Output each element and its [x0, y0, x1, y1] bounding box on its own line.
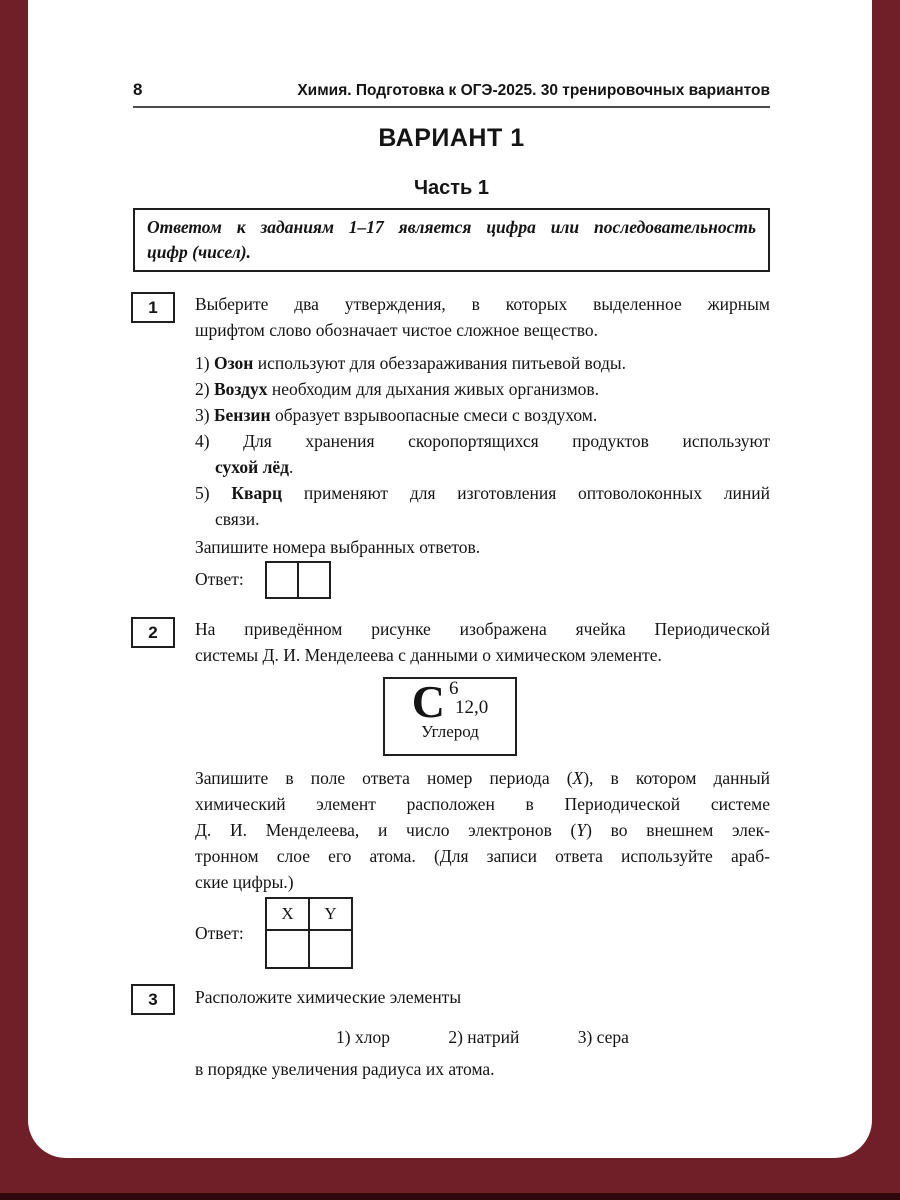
q1-number-box [131, 292, 175, 323]
q1-answer-boxes [265, 561, 331, 599]
element-cell [383, 677, 517, 756]
q1-note: Запишите номера выбранных ответов. [195, 537, 481, 557]
q1-number: 1 [148, 297, 158, 317]
answer-cell [265, 561, 299, 599]
q1-answer-label: Ответ: [195, 569, 244, 589]
q3-element-option: 1) хлор [336, 1027, 390, 1047]
q3-number-box [131, 984, 175, 1015]
q2-answer-label: Ответ: [195, 923, 244, 943]
q2-text-line: системы Д. И. Менделеева с данными о химическом элементе. [195, 645, 662, 665]
page-number: 8 [133, 80, 143, 99]
instruction-line: цифр (чисел). [147, 242, 251, 262]
instruction-box [133, 208, 770, 272]
answer-cell [299, 561, 331, 599]
answer-cell [309, 930, 352, 968]
answer-option: 1) Озон используют для обеззараживания питьевой воды. [195, 353, 626, 373]
header-rule [133, 106, 770, 108]
part-title: Часть 1 [413, 177, 490, 199]
instruction-line: Ответом к заданиям 1–17 является цифра или последовательность [147, 217, 756, 237]
answer-option: 2) Воздух необходим для дыхания живых организмов. [195, 379, 600, 399]
variant-title: ВАРИАНТ 1 [378, 124, 525, 152]
q3-element-option: 3) сера [577, 1027, 629, 1047]
photo-bottom-edge [0, 1193, 900, 1200]
answer-cell [266, 930, 309, 968]
q1-text-line: Выберите два утверждения, в которых выделенное жирным [195, 294, 770, 314]
q1-options [195, 350, 770, 532]
q2-number: 2 [148, 622, 158, 642]
q3-closing: в порядке увеличения радиуса их атома. [195, 1059, 495, 1079]
answer-option: 3) Бензин образует взрывоопасные смеси с воздухом. [195, 405, 598, 425]
answer-option: 4) Для хранения скоропортящихся продуктов используют сухой лёд. [195, 431, 770, 477]
answer-table-header-y: Y [309, 898, 352, 930]
element-atomic-mass: 12,0 [454, 697, 489, 718]
q2-answer-table [265, 897, 353, 969]
q1-text-line: шрифтом слово обозначает чистое сложное вещество. [195, 320, 598, 340]
answer-option: 5) Кварц применяют для изготовления оптоволоконных линий связи. [195, 483, 771, 529]
q1-text [195, 291, 770, 343]
q2-paragraph: Запишите в поле ответа номер периода (X), в котором данный химический элемент расположен в Периодической системе Д. И. Менделеева, и число электронов (Y) во внешнем элек- тронном слое его атома. (Для записи ответа используйте араб- ские цифры.) [195, 768, 771, 892]
q2-text [195, 616, 770, 668]
q2-text-line: На приведённом рисунке изображена ячейка Периодической [195, 619, 770, 639]
q3-elements-line [195, 1024, 770, 1050]
element-atomic-number: 6 [448, 678, 459, 699]
q3-number: 3 [148, 989, 158, 1009]
element-symbol: C [411, 676, 445, 727]
q3-text: Расположите химические элементы [195, 987, 462, 1007]
running-title: Химия. Подготовка к ОГЭ-2025. 30 тренировочных вариантов [297, 82, 770, 99]
q3-element-option: 2) натрий [448, 1027, 520, 1047]
page-header [133, 80, 770, 100]
q2-number-box [131, 617, 175, 648]
answer-table-header-x: X [266, 898, 309, 930]
element-name: Углерод [421, 722, 479, 741]
